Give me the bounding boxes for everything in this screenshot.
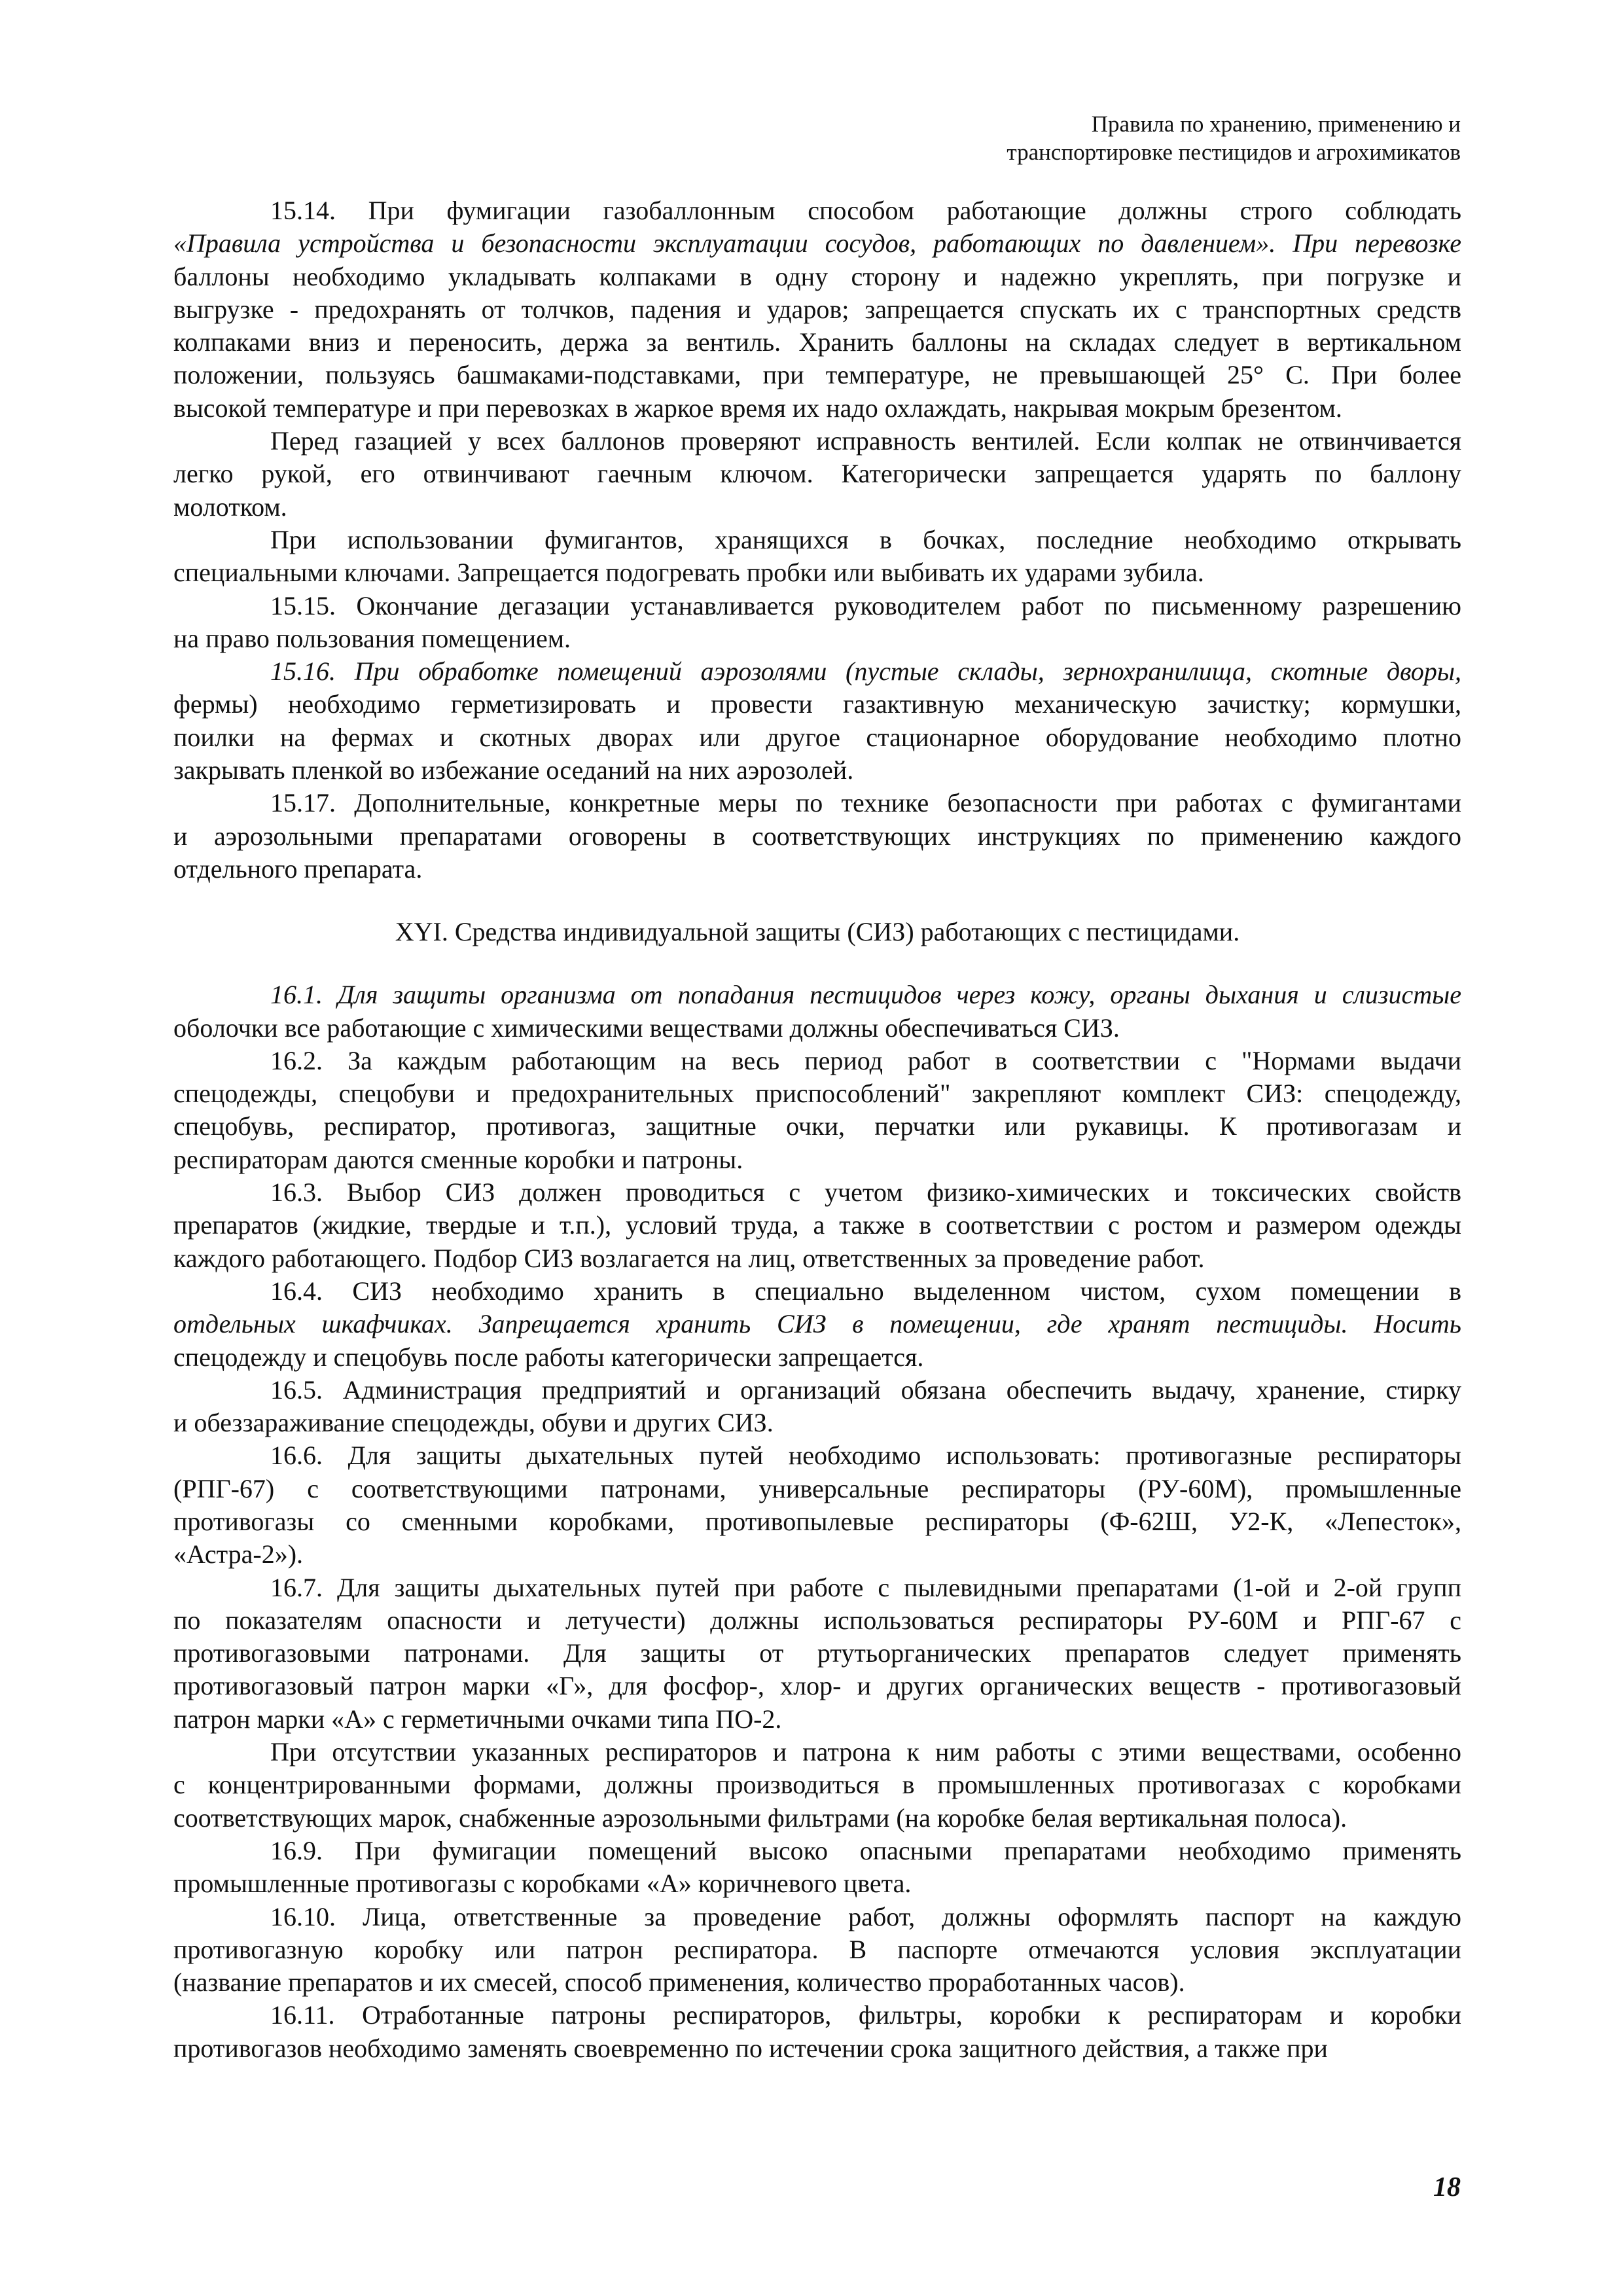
paragraph <box>173 978 1461 1045</box>
page-number: 18 <box>1433 2172 1461 2202</box>
text-line: (название препаратов и их смесей, способ применения, количество проработанных часов). <box>173 1967 1185 1998</box>
text-line: При отсутствии указанных респираторов и патрона к ним работы с этими веществами, особенно <box>270 1737 1461 1767</box>
text-line: «Правила устройства и безопасности эксплуатации сосудов, работающих по давлением». При перевозке <box>173 228 1461 259</box>
paragraph <box>173 1374 1461 1440</box>
text-line: специальными ключами. Запрещается подогревать пробки или выбивать их ударами зубила. <box>173 558 1204 588</box>
text-line: выгрузке - предохранять от толчков, падения и ударов; запрещается спускать их с транспортных средств <box>173 294 1461 324</box>
text-line: 16.9. При фумигации помещений высоко опасными препаратами необходимо применять <box>270 1835 1461 1865</box>
section-heading: XYI. Средства индивидуальной защиты (СИЗ) работающих с пестицидами. <box>395 917 1240 947</box>
text-line: 16.7. Для защиты дыхательных путей при работе с пылевидными препаратами (1-ой и 2-ой групп <box>270 1572 1461 1602</box>
text-line: с концентрированными формами, должны производиться в промышленных противогазах с коробками <box>173 1770 1461 1800</box>
text-line: спецодежду и спецобувь после работы категорически запрещается. <box>173 1342 924 1372</box>
text-line: 16.10. Лица, ответственные за проведение работ, должны оформлять паспорт на каждую <box>270 1901 1461 1931</box>
text-line: (РПГ-67) с соответствующими патронами, универсальные респираторы (РУ-60М), промышленные <box>173 1473 1461 1503</box>
text-line: отдельного препарата. <box>173 853 423 884</box>
text-line: баллоны необходимо укладывать колпаками в одну сторону и надежно укреплять, при погрузке и <box>173 261 1461 291</box>
paragraph <box>173 1835 1461 1901</box>
text-line: спецобувь, респиратор, противогаз, защитные очки, перчатки или рукавицы. К противогазам и <box>173 1111 1461 1141</box>
text-line: противогазовый патрон марки «Г», для фосфор-, хлор- и других органических веществ - противогазовый <box>173 1671 1461 1701</box>
paragraph <box>173 1736 1461 1835</box>
paragraph <box>173 787 1461 886</box>
text-line: и обеззараживание спецодежды, обуви и других СИЗ. <box>173 1408 774 1438</box>
text-line: 16.2. За каждым работающим на весь период работ в соответствии с "Нормами выдачи <box>270 1045 1461 1075</box>
text-line: 15.14. При фумигации газобаллонным способом работающие должны строго соблюдать <box>270 196 1461 225</box>
text-line: на право пользования помещением. <box>173 623 571 653</box>
text-line: закрывать пленкой во избежание оседаний на них аэрозолей. <box>173 755 854 785</box>
text-line: противогазную коробку или патрон респиратора. В паспорте отмечаются условия эксплуатации <box>173 1934 1461 1964</box>
text-line: соответствующих марок, снабженные аэрозольными фильтрами (на коробке белая вертикальная полоса). <box>173 1803 1347 1833</box>
section-16-paragraphs <box>173 978 1461 2065</box>
text-line: высокой температуре и при перевозках в жаркое время их надо охлаждать, накрывая мокрым брезентом. <box>173 393 1342 423</box>
running-header-line: транспортировке пестицидов и агрохимикатов <box>1007 139 1461 165</box>
section-15-paragraphs <box>173 194 1461 886</box>
text-line: легко рукой, его отвинчивают гаечным ключом. Категорически запрещается ударять по баллону <box>173 459 1461 489</box>
paragraph <box>173 1439 1461 1571</box>
text-line: 15.15. Окончание дегазации устанавливается руководителем работ по письменному разрешению <box>270 590 1461 620</box>
text-line: спецодежды, спецобуви и предохранительных приспособлений" закрепляют комплект СИЗ: спецодежду, <box>173 1079 1461 1109</box>
paragraph <box>173 655 1461 787</box>
text-line: поилки на фермах и скотных дворах или другое стационарное оборудование необходимо плотно <box>173 722 1461 752</box>
text-line: отдельных шкафчиках. Запрещается хранить СИЗ в помещении, где хранят пестициды. Носить <box>173 1309 1461 1339</box>
text-line: Перед газацией у всех баллонов проверяют исправность вентилей. Если колпак не отвинчивается <box>270 426 1461 456</box>
paragraph <box>173 1571 1461 1736</box>
text-line: молотком. <box>173 492 287 522</box>
paragraph <box>173 1999 1461 2065</box>
running-header-line: Правила по хранению, применению и <box>1091 111 1461 137</box>
text-line: положении, пользуясь башмаками-подставками, при температуре, не превышающей 25° С. При более <box>173 360 1461 390</box>
paragraph <box>173 194 1461 425</box>
text-line: и аэрозольными препаратами оговорены в соответствующих инструкциях по применению каждого <box>173 821 1461 851</box>
text-line: 16.11. Отработанные патроны респираторов, фильтры, коробки к респираторам и коробки <box>270 2000 1461 2030</box>
text-line: 15.16. При обработке помещений аэрозолями (пустые склады, зернохранилища, скотные дворы, <box>270 656 1461 687</box>
text-line: «Астра-2»). <box>173 1539 304 1570</box>
text-line: препаратов (жидкие, твердые и т.п.), условий труда, а также в соответствии с ростом и размером одежды <box>173 1210 1461 1240</box>
paragraph <box>173 1045 1461 1176</box>
running-header <box>1007 110 1461 166</box>
text-line: респираторам даются сменные коробки и патроны. <box>173 1144 743 1174</box>
text-line: противогазовыми патронами. Для защиты от ртутьорганических препаратов следует применять <box>173 1638 1461 1668</box>
text-line: 16.1. Для защиты организма от попадания пестицидов через кожу, органы дыхания и слизистые <box>270 980 1461 1010</box>
text-line: колпаками вниз и переносить, держа за вентиль. Хранить баллоны на складах следует в вертикальном <box>173 327 1461 357</box>
text-line: каждого работающего. Подбор СИЗ возлагается на лиц, ответственных за проведение работ. <box>173 1243 1205 1273</box>
text-line: промышленные противогазы с коробками «А» коричневого цвета. <box>173 1869 912 1899</box>
text-line: патрон марки «А» с герметичными очками типа ПО-2. <box>173 1704 782 1734</box>
text-line: оболочки все работающие с химическими веществами должны обеспечиваться СИЗ. <box>173 1013 1120 1043</box>
text-line: противогазов необходимо заменять своевременно по истечении срока защитного действия, а также при <box>173 2033 1328 2063</box>
text-line: 16.6. Для защиты дыхательных путей необходимо использовать: противогазные респираторы <box>270 1441 1461 1471</box>
paragraph <box>173 1275 1461 1374</box>
text-line: При использовании фумигантов, хранящихся в бочках, последние необходимо открывать <box>270 524 1461 554</box>
paragraph <box>173 425 1461 524</box>
text-line: 16.3. Выбор СИЗ должен проводиться с учетом физико-химических и токсических свойств <box>270 1177 1461 1208</box>
text-line: 16.5. Администрация предприятий и организаций обязана обеспечить выдачу, хранение, стирку <box>270 1374 1461 1405</box>
paragraph <box>173 1901 1461 2000</box>
text-line: противогазы со сменными коробками, противопылевые респираторы (Ф-62Ш, У2-К, «Лепесток», <box>173 1506 1461 1536</box>
document-body <box>173 194 1461 2065</box>
text-line: фермы) необходимо герметизировать и провести газактивную механическую зачистку; кормушки, <box>173 689 1461 719</box>
text-line: 16.4. СИЗ необходимо хранить в специально выделенном чистом, сухом помещении в <box>270 1276 1461 1306</box>
text-line: 15.17. Дополнительные, конкретные меры по технике безопасности при работах с фумигантами <box>270 788 1461 818</box>
text-line: по показателям опасности и летучести) должны использоваться респираторы РУ-60М и РПГ-67 с <box>173 1605 1461 1635</box>
paragraph <box>173 524 1461 590</box>
paragraph <box>173 590 1461 656</box>
paragraph <box>173 1176 1461 1275</box>
